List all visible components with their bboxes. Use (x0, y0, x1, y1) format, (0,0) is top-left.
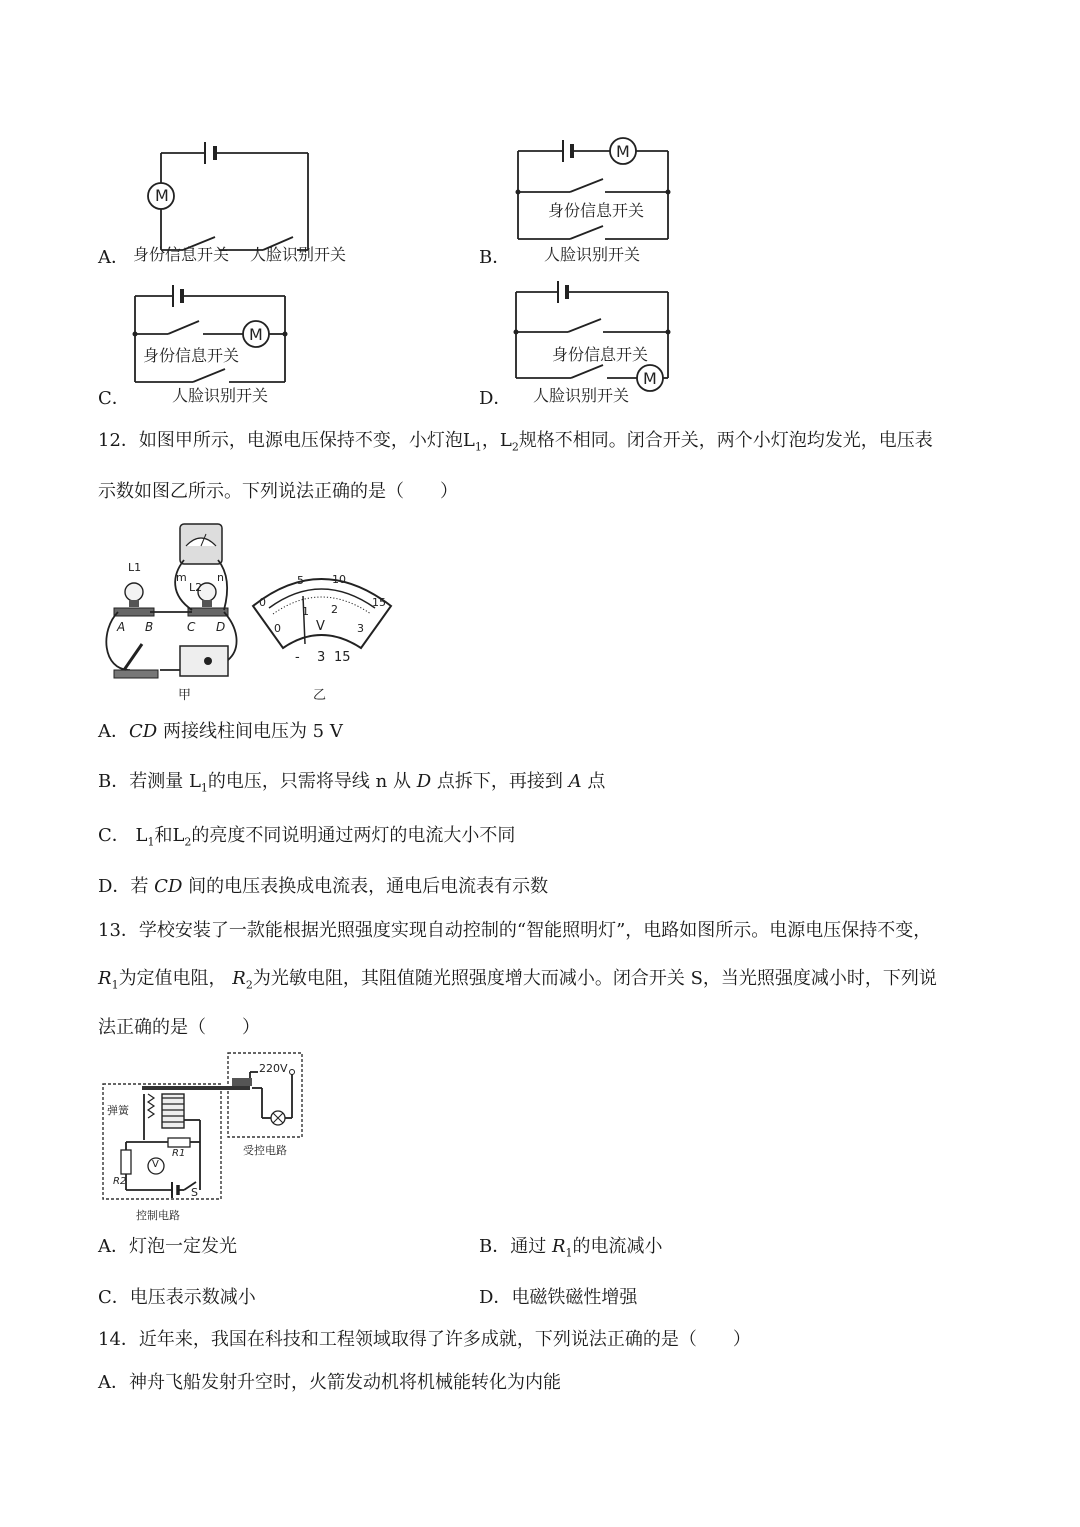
q11-circuit-b (515, 137, 685, 247)
label-220v: 220V (259, 1062, 288, 1075)
scale-bottom-3: 3 (357, 622, 364, 635)
l2-symbol: $L_2$ (499, 430, 519, 454)
option-letter: C． (98, 388, 130, 409)
scale-bottom-0: 0 (274, 622, 281, 635)
caption-jia: 甲 (178, 688, 192, 703)
label-l1: L1 (128, 561, 142, 574)
motor-symbol: M (616, 142, 630, 161)
scale-top-0: 0 (259, 596, 266, 609)
scale-bottom-2: 2 (331, 603, 338, 616)
option-letter: A． (98, 247, 129, 268)
terminal-15: 15 (334, 650, 351, 665)
switch-label-id: 身份信息开关 (548, 201, 645, 220)
q11-circuit-d (513, 280, 683, 390)
scale-top-5: 5 (297, 574, 304, 587)
label-r1: R1 (172, 1148, 186, 1159)
q12-option-c: C． $L_1$和$L_2$的亮度不同说明通过两灯的电流大小不同 (98, 825, 516, 849)
scale-top-10: 10 (332, 573, 346, 586)
label-switch-s: S (191, 1186, 198, 1199)
label-m: m (176, 571, 187, 584)
switch-label-id: 身份信息开关 (133, 245, 230, 264)
q12-figure-jia (100, 520, 250, 700)
motor-symbol: M (249, 325, 263, 344)
switch-label-face: 人脸识别开关 (250, 245, 347, 264)
option-letter: B． (479, 247, 511, 268)
label-spring: 弹簧 (107, 1104, 129, 1117)
q14-stem: 14．近年来，我国在科技和工程领域取得了许多成就，下列说法正确的是（ ） (98, 1329, 751, 1350)
q13-option-a: A．灯泡一定发光 (98, 1236, 237, 1257)
switch-label-face: 人脸识别开关 (544, 245, 641, 264)
q13-stem-line2: $R_1$为定值电阻， $R_2$为光敏电阻，其阻值随光照强度增大而减小。闭合开关 S，当光照强度减小时，下列说 (98, 968, 937, 992)
q12-stem-line1: 12．如图甲所示，电源电压保持不变，小灯泡$L_1$，$L_2$规格不相同。闭合开关，两个小灯泡均发光，电压表 (98, 430, 933, 454)
label-r2: R2 (113, 1176, 127, 1187)
label-a: A (117, 620, 126, 634)
scale-top-15: 15 (372, 596, 386, 609)
q13-stem-line3: 法正确的是（ ） (98, 1017, 260, 1038)
label-control-circuit: 控制电路 (136, 1209, 180, 1222)
label-voltmeter: V (152, 1159, 159, 1170)
q13-stem-line1: 13．学校安装了一款能根据光照强度实现自动控制的“智能照明灯”，电路如图所示。电源电压保持不变， (98, 920, 932, 941)
q14-option-a: A．神舟飞船发射升空时，火箭发动机将机械能转化为内能 (98, 1372, 561, 1393)
terminal-3: 3 (317, 650, 326, 665)
label-l2: L2 (189, 581, 203, 594)
q13-option-b: B．通过 $R_1$的电流减小 (479, 1236, 663, 1260)
label-b: B (145, 620, 154, 634)
q11-circuit-c (133, 284, 303, 384)
q13-option-d: D．电磁铁磁性增强 (479, 1287, 638, 1308)
l1-symbol: $L_1$ (462, 430, 482, 454)
caption-yi: 乙 (313, 688, 327, 703)
unit-v: V (316, 619, 325, 634)
motor-symbol: M (155, 186, 169, 205)
label-n: n (217, 571, 224, 584)
q12-stem-part: 规格不相同。闭合开关，两个小灯泡均发光，电压表 (518, 430, 933, 451)
terminal-minus: - (295, 650, 300, 665)
option-letter: D． (479, 388, 512, 409)
q12-stem-line2: 示数如图乙所示。下列说法正确的是（ ） (98, 481, 458, 502)
label-c: C (187, 620, 196, 634)
switch-label-id: 身份信息开关 (552, 345, 649, 364)
q12-option-a: A．CD 两接线柱间电压为 5 V (98, 721, 343, 742)
label-controlled-circuit: 受控电路 (243, 1144, 287, 1157)
scale-bottom-1: 1 (302, 605, 309, 618)
motor-symbol: M (643, 369, 657, 388)
switch-label-id: 身份信息开关 (143, 346, 240, 365)
q13-option-c: C．电压表示数减小 (98, 1287, 256, 1308)
label-d: D (216, 620, 226, 634)
q12-option-d: D．若 CD 间的电压表换成电流表，通电后电流表有示数 (98, 876, 549, 897)
switch-label-face: 人脸识别开关 (533, 386, 630, 405)
q12-stem-part: 12．如图甲所示，电源电压保持不变，小灯泡 (98, 430, 463, 451)
switch-label-face: 人脸识别开关 (172, 386, 269, 405)
q12-option-b: B．若测量 $L_1$的电压，只需将导线 n 从 D 点拆下，再接到 A 点 (98, 771, 606, 795)
